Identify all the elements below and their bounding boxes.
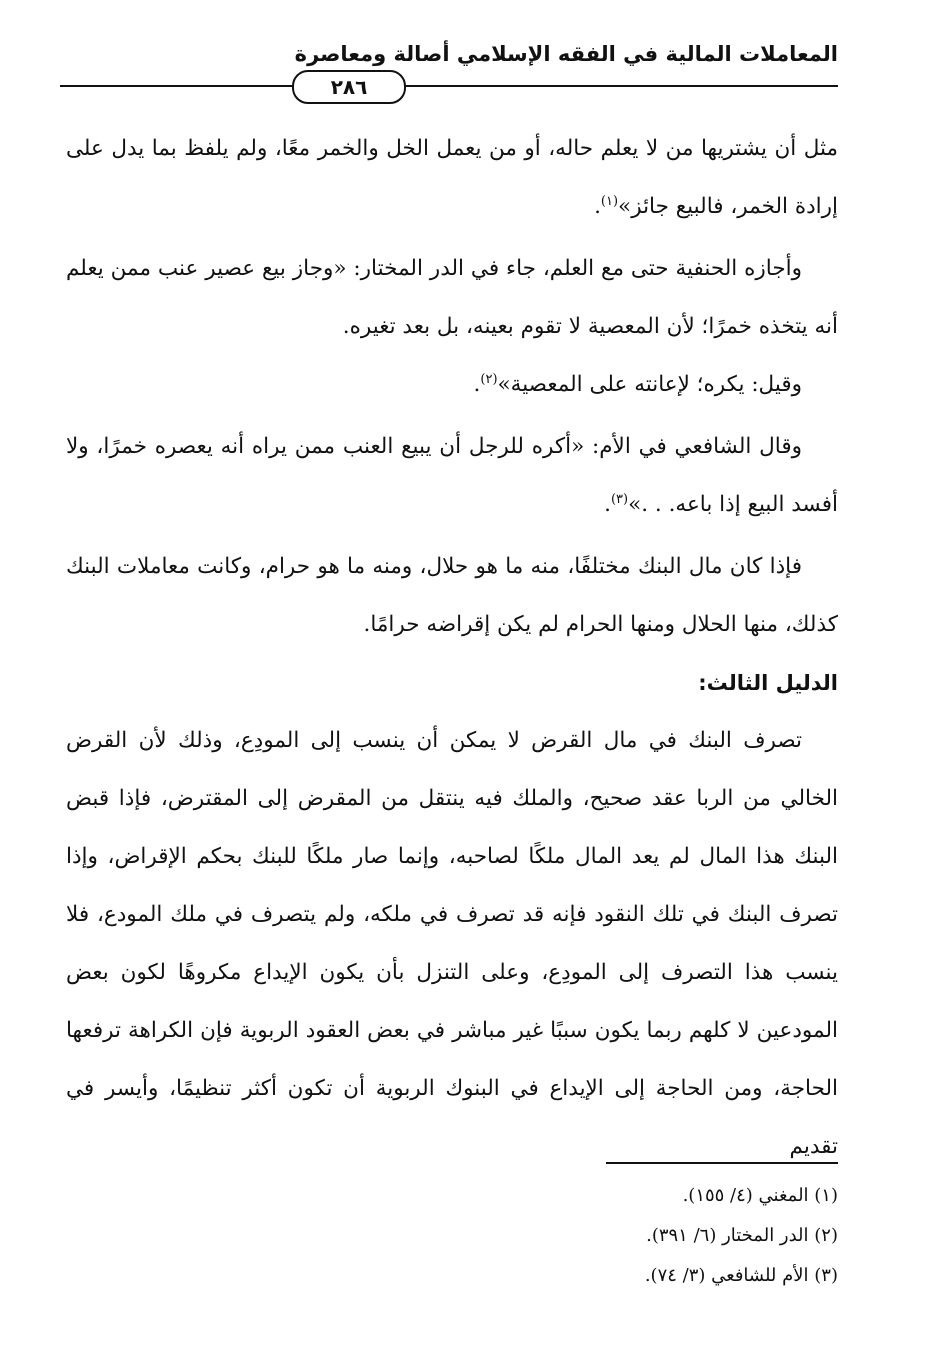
- paragraph-3: [66, 356, 838, 414]
- paragraph-4-text: وقال الشافعي في الأم: «أكره للرجل أن يبيع العنب ممن يراه أنه يعصره خمرًا، ولا أفسد البيع إذا باعه. . .»: [66, 434, 838, 517]
- running-header: [60, 38, 838, 98]
- book-title: المعاملات المالية في الفقه الإسلامي أصالة ومعاصرة: [294, 42, 838, 66]
- paragraph-1-end: .: [594, 194, 601, 219]
- paragraph-5: فإذا كان مال البنك مختلفًا، منه ما هو حلال، ومنه ما هو حرام، وكانت معاملات البنك كذلك، منها الحلال ومنها الحرام لم يكن إقراضه حرامًا.: [66, 554, 838, 637]
- footnote-2: (٢) الدر المختار (٦/ ٣٩١).: [646, 1225, 838, 1246]
- page-number: ٢٨٦: [292, 70, 406, 104]
- footnotes: [238, 1176, 838, 1296]
- paragraph-2: وأجازه الحنفية حتى مع العلم، جاء في الدر المختار: «وجاز بيع عصير عنب ممن يعلم أنه يتخذه خمرًا؛ لأن المعصية لا تقوم بعينه، بل بعد تغيره.: [66, 256, 838, 339]
- main-text: [66, 120, 838, 1176]
- header-rule: [60, 85, 838, 87]
- footnote-ref-2: (٢): [480, 371, 498, 387]
- paragraph-3-end: .: [473, 372, 481, 397]
- paragraph-6: تصرف البنك في مال القرض لا يمكن أن ينسب إلى المودِع، وذلك لأن القرض الخالي من الربا عقد صحيح، والملك فيه ينتقل من المقرض إلى المقترض، فإذا قبض البنك هذا المال لم يعد المال ملكًا لصاحبه، وإنما صار ملكًا للبنك بحكم الإقراض، وإذا تصرف البنك في تلك النقود فإنه قد تصرف في ملكه، ولم يتصرف في ملك المودع، فلا ينسب هذا التصرف إلى المودِع، وعلى التنزل بأن يكون الإيداع مكروهًا لكون بعض المودعين لا كلهم ربما يكون سببًا غير مباشر في بعض العقود الربوية فإن الكراهة ترفعها الحاجة، ومن الحاجة إلى الإيداع في البنوك الربوية أن تكون أكثر تنظيمًا، وأيسر في تقديم: [66, 728, 838, 1159]
- footnote-ref-1: (١): [600, 193, 619, 209]
- paragraph-4-end: .: [604, 492, 611, 517]
- footnote-ref-3: (٣): [610, 491, 629, 507]
- paragraph-3-text: وقيل: يكره؛ لإعانته على المعصية»: [497, 372, 802, 397]
- paragraph-1-text: مثل أن يشتريها من لا يعلم حاله، أو من يعمل الخل والخمر معًا، ولم يلفظ بما يدل على إرادة الخمر، فالبيع جائز»: [66, 136, 838, 219]
- paragraph-4: [66, 418, 838, 534]
- footnote-rule: [606, 1162, 838, 1164]
- footnote-1: (١) المغني (٤/ ١٥٥).: [682, 1185, 838, 1206]
- section-heading: الدليل الثالث:: [698, 671, 838, 695]
- footnote-3: (٣) الأم للشافعي (٣/ ٧٤).: [644, 1265, 838, 1286]
- paragraph-1: [66, 120, 838, 236]
